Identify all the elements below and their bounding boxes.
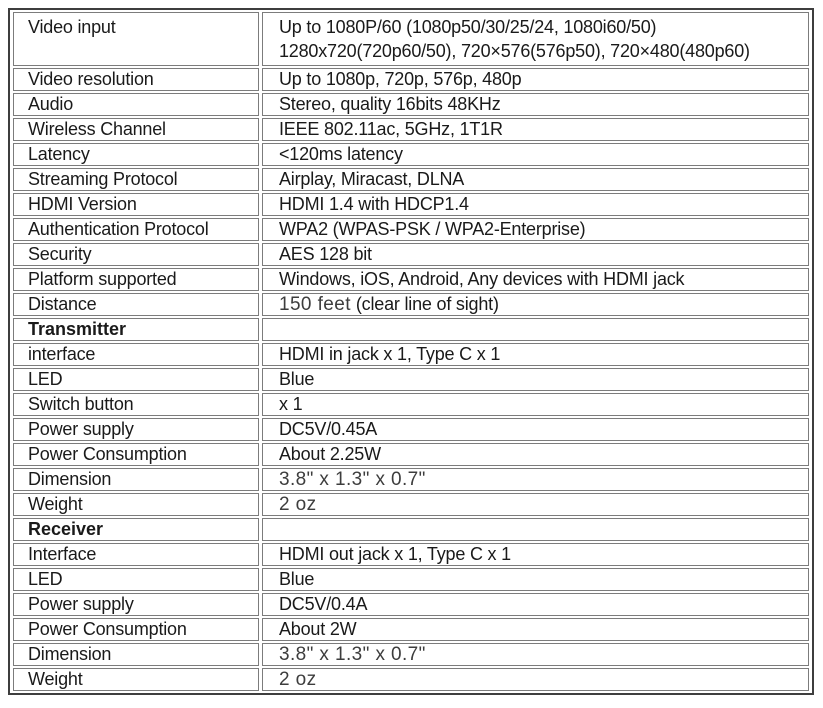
spec-label: Weight [28, 494, 83, 514]
spec-value: Windows, iOS, Android, Any devices with HDMI jack [279, 269, 685, 289]
spec-label-cell [13, 12, 259, 66]
spec-label-cell [13, 318, 259, 341]
spec-label-cell [13, 543, 259, 566]
spec-value-cell [262, 293, 809, 316]
spec-row [13, 568, 809, 591]
spec-value-cell [262, 118, 809, 141]
spec-value-cell [262, 468, 809, 491]
spec-value-cell [262, 368, 809, 391]
spec-row [13, 118, 809, 141]
spec-label-cell [13, 193, 259, 216]
spec-value-alt: 3.8" x 1.3" x 0.7" [279, 469, 426, 490]
spec-label: Authentication Protocol [28, 219, 209, 239]
spec-value: <120ms latency [279, 144, 403, 164]
spec-value-cell [262, 543, 809, 566]
spec-table [8, 8, 814, 695]
spec-value: DC5V/0.45A [279, 419, 378, 439]
spec-value: WPA2 (WPAS-PSK / WPA2-Enterprise) [279, 219, 586, 239]
spec-label: LED [28, 369, 63, 389]
spec-value-cell [262, 643, 809, 666]
spec-value-cell [262, 493, 809, 516]
spec-table-body [13, 12, 809, 691]
spec-row [13, 643, 809, 666]
spec-value-cell [262, 143, 809, 166]
spec-value: HDMI out jack x 1, Type C x 1 [279, 544, 511, 564]
spec-label: Power supply [28, 594, 134, 614]
spec-value-cell [262, 168, 809, 191]
spec-row [13, 93, 809, 116]
spec-value-cell [262, 443, 809, 466]
spec-value: Blue [279, 569, 315, 589]
spec-label-cell [13, 293, 259, 316]
spec-value-cell [262, 243, 809, 266]
spec-row [13, 218, 809, 241]
spec-row [13, 193, 809, 216]
spec-row [13, 243, 809, 266]
spec-row [13, 143, 809, 166]
spec-label-cell [13, 618, 259, 641]
spec-label: Video input [28, 17, 116, 37]
spec-label: Power supply [28, 419, 134, 439]
spec-value: About 2W [279, 619, 357, 639]
spec-label: Interface [28, 544, 97, 564]
spec-label-cell [13, 68, 259, 91]
spec-value: Stereo, quality 16bits 48KHz [279, 94, 501, 114]
spec-label-cell [13, 418, 259, 441]
spec-label: HDMI Version [28, 194, 137, 214]
spec-value-cell [262, 668, 809, 691]
spec-label: Latency [28, 144, 90, 164]
spec-value-cell [262, 618, 809, 641]
spec-row [13, 418, 809, 441]
spec-value: Up to 1080p, 720p, 576p, 480p [279, 69, 522, 89]
spec-row [13, 368, 809, 391]
spec-label: Streaming Protocol [28, 169, 178, 189]
spec-row [13, 12, 809, 66]
spec-value-cell [262, 68, 809, 91]
spec-value: Blue [279, 369, 315, 389]
spec-label-cell [13, 243, 259, 266]
spec-row [13, 618, 809, 641]
spec-row [13, 68, 809, 91]
spec-value: AES 128 bit [279, 244, 372, 264]
spec-value-line: Up to 1080P/60 (1080p50/30/25/24, 1080i60/50) [279, 17, 657, 37]
spec-label-cell [13, 668, 259, 691]
spec-value-alt: 150 feet [279, 294, 351, 315]
spec-value-cell [262, 193, 809, 216]
spec-label: Transmitter [28, 319, 127, 339]
spec-value-alt: 2 oz [279, 494, 317, 515]
spec-value-cell [262, 343, 809, 366]
spec-label: Switch button [28, 394, 134, 414]
spec-label-cell [13, 593, 259, 616]
spec-value: DC5V/0.4A [279, 594, 368, 614]
spec-label: LED [28, 569, 63, 589]
spec-label-cell [13, 443, 259, 466]
spec-value: About 2.25W [279, 444, 381, 464]
spec-value-line: 1280x720(720p60/50), 720×576(576p50), 720×480(480p60) [279, 41, 750, 61]
spec-label: Dimension [28, 469, 112, 489]
spec-label: Weight [28, 669, 83, 689]
spec-label-cell [13, 368, 259, 391]
spec-label: Dimension [28, 644, 112, 664]
spec-row [13, 268, 809, 291]
spec-label-cell [13, 218, 259, 241]
spec-row [13, 343, 809, 366]
spec-value-cell [262, 593, 809, 616]
spec-value: x 1 [279, 394, 303, 414]
spec-label-cell [13, 493, 259, 516]
spec-label: Receiver [28, 519, 104, 539]
spec-row [13, 168, 809, 191]
spec-label: Wireless Channel [28, 119, 166, 139]
spec-value-alt: 2 oz [279, 669, 317, 690]
spec-label: Power Consumption [28, 619, 187, 639]
section-row [13, 318, 809, 341]
spec-row [13, 543, 809, 566]
spec-label: Distance [28, 294, 97, 314]
spec-value: (clear line of sight) [355, 294, 499, 314]
spec-row [13, 443, 809, 466]
spec-label-cell [13, 143, 259, 166]
spec-row [13, 293, 809, 316]
spec-label: Platform supported [28, 269, 177, 289]
spec-row [13, 668, 809, 691]
spec-value-cell [262, 318, 809, 341]
spec-label: Video resolution [28, 69, 154, 89]
spec-label-cell [13, 343, 259, 366]
spec-value-cell [262, 12, 809, 66]
spec-row [13, 468, 809, 491]
spec-value-cell [262, 268, 809, 291]
spec-label-cell [13, 518, 259, 541]
spec-value-cell [262, 93, 809, 116]
spec-value-cell [262, 218, 809, 241]
spec-label: Security [28, 244, 92, 264]
spec-value: Airplay, Miracast, DLNA [279, 169, 465, 189]
spec-value-cell [262, 568, 809, 591]
spec-label: interface [28, 344, 96, 364]
spec-label-cell [13, 118, 259, 141]
spec-value-cell [262, 418, 809, 441]
spec-row [13, 493, 809, 516]
spec-label-cell [13, 168, 259, 191]
section-row [13, 518, 809, 541]
spec-label: Power Consumption [28, 444, 187, 464]
spec-label-cell [13, 268, 259, 291]
spec-label-cell [13, 93, 259, 116]
spec-value: IEEE 802.11ac, 5GHz, 1T1R [279, 119, 503, 139]
spec-label-cell [13, 643, 259, 666]
spec-label: Audio [28, 94, 74, 114]
spec-value-cell [262, 393, 809, 416]
spec-value: HDMI in jack x 1, Type C x 1 [279, 344, 501, 364]
spec-row [13, 593, 809, 616]
spec-label-cell [13, 393, 259, 416]
spec-value: HDMI 1.4 with HDCP1.4 [279, 194, 469, 214]
spec-value-cell [262, 518, 809, 541]
spec-label-cell [13, 468, 259, 491]
spec-label-cell [13, 568, 259, 591]
spec-row [13, 393, 809, 416]
spec-value-alt: 3.8" x 1.3" x 0.7" [279, 644, 426, 665]
